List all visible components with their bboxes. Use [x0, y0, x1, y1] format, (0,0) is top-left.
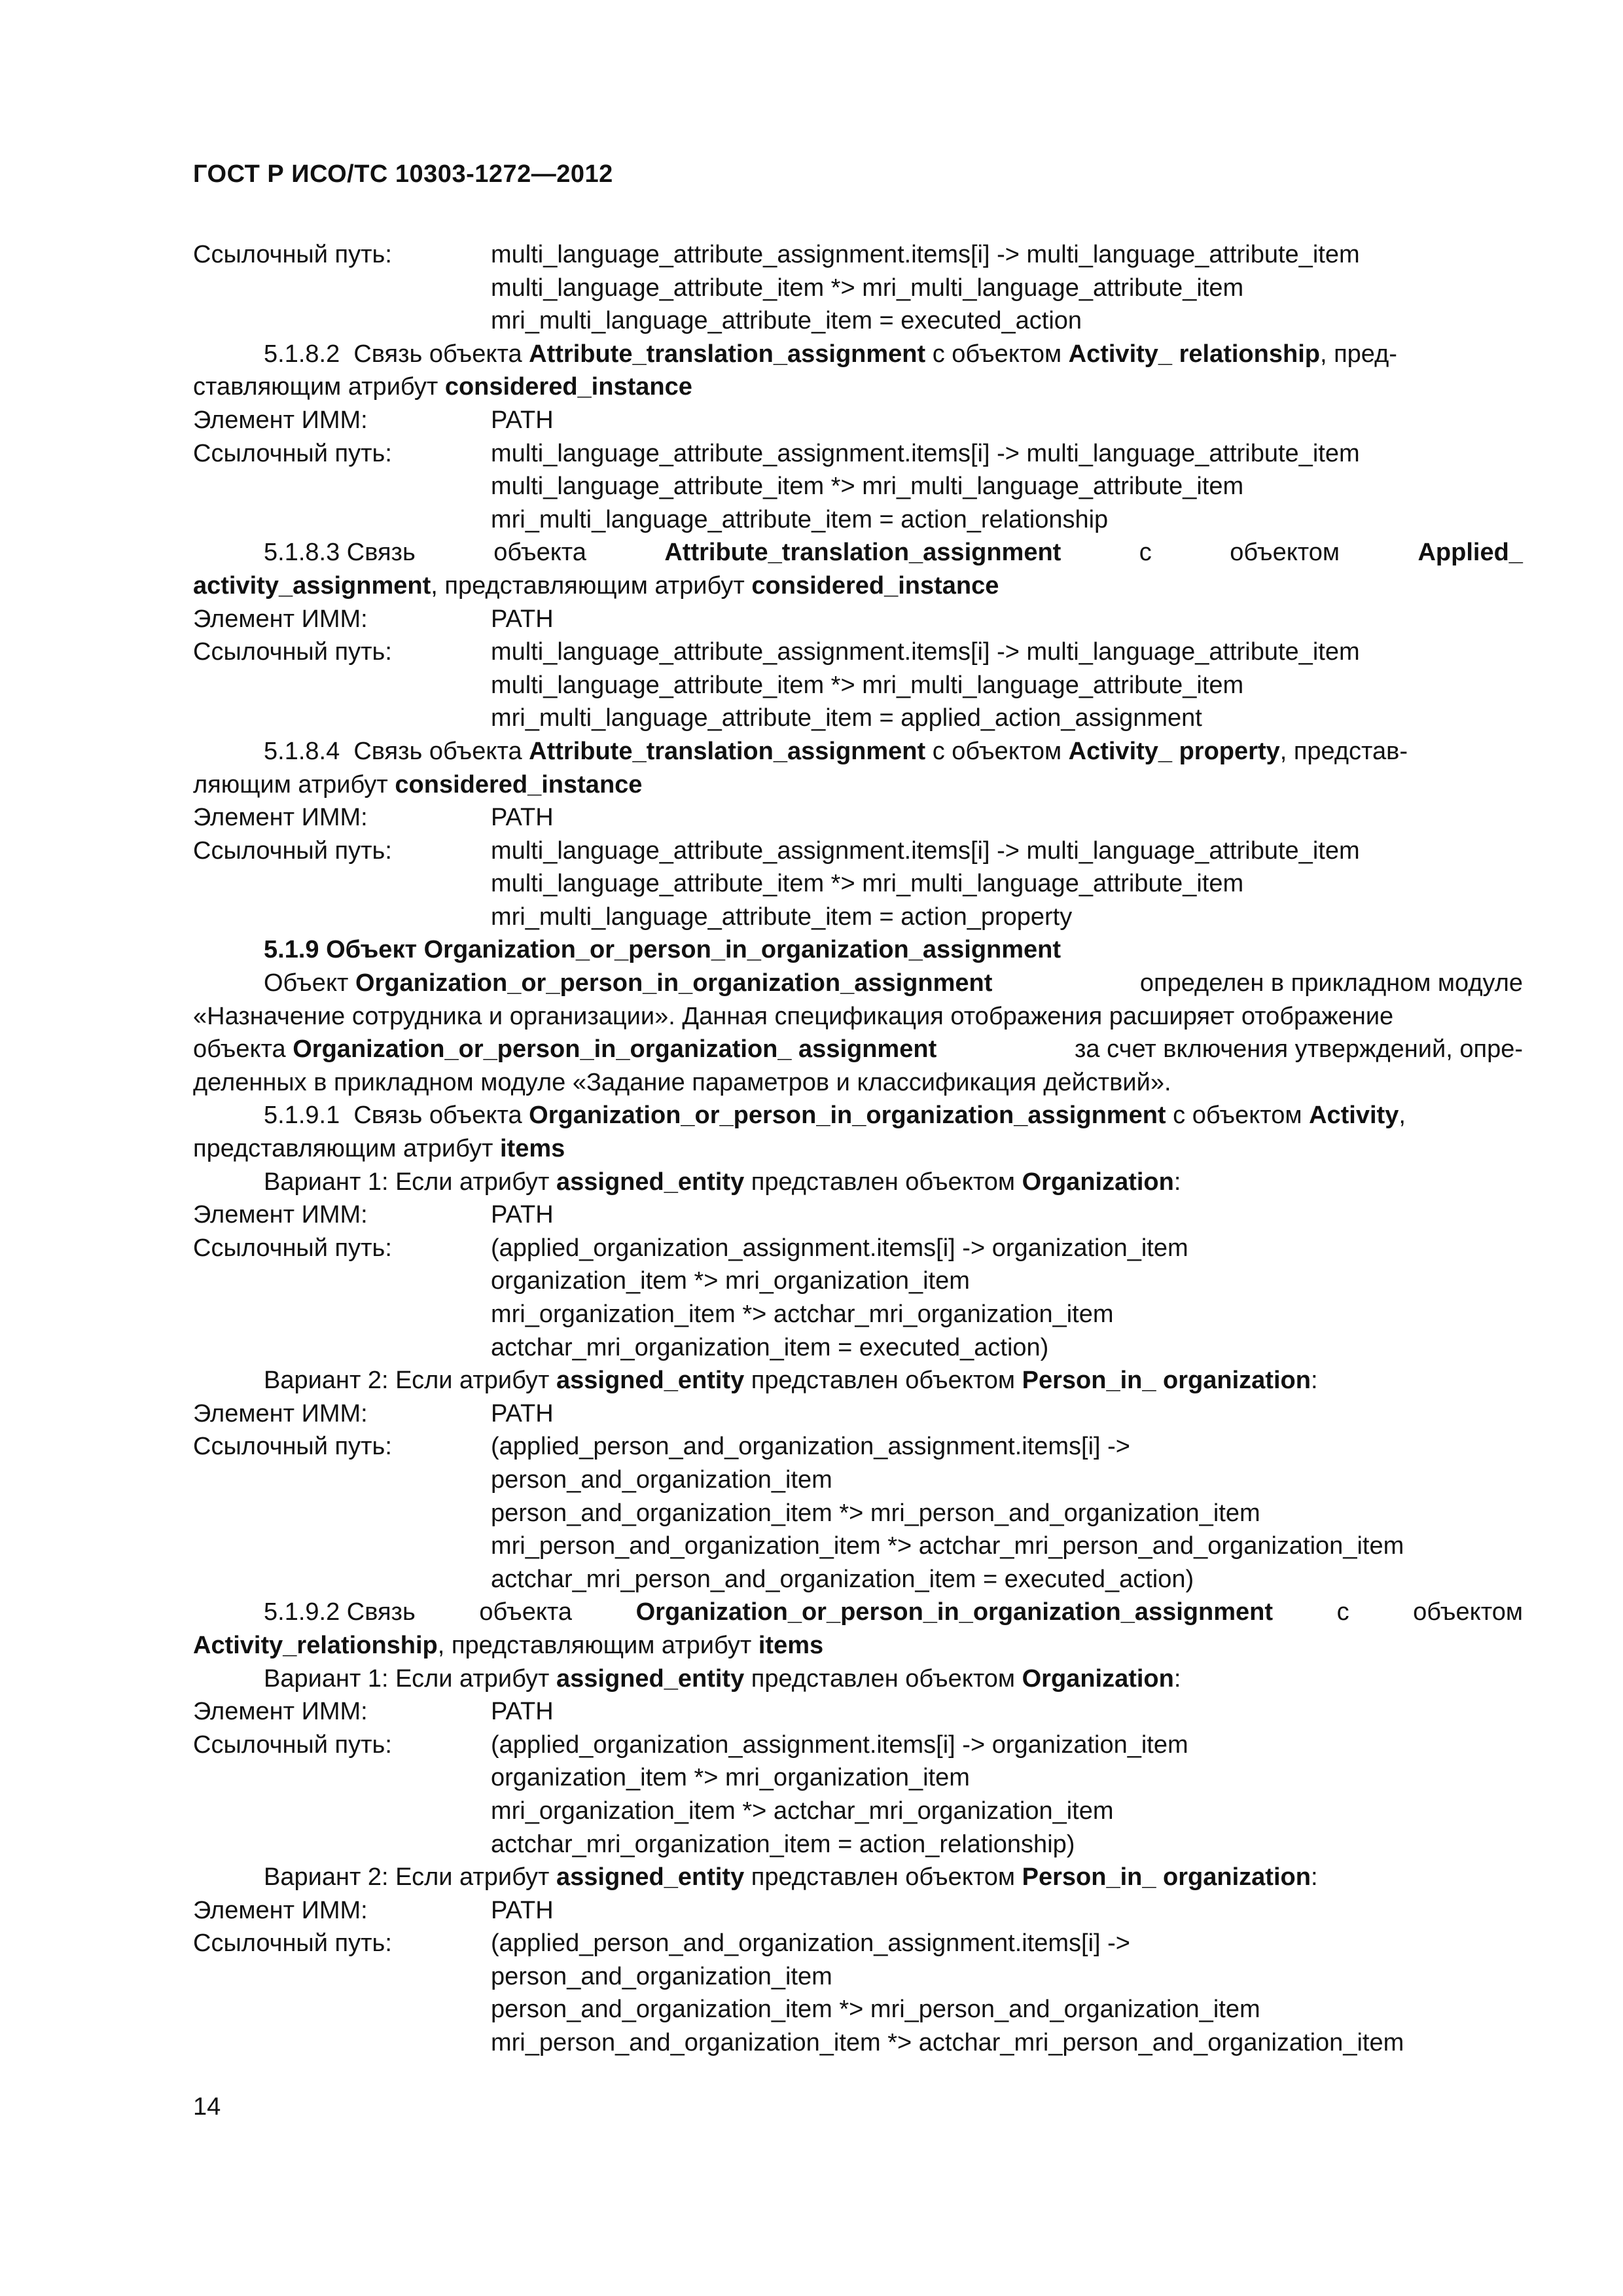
aim-element-label: Элемент ИММ:: [193, 1201, 368, 1229]
path-row: [193, 304, 1523, 338]
path-line: person_and_organization_item *> mri_person_and_organization_item: [491, 1499, 1260, 1527]
ref-path-label: Ссылочный путь:: [193, 836, 392, 865]
path-row: [193, 702, 1523, 735]
path-row: [193, 1530, 1523, 1563]
path-line: multi_language_attribute_item *> mri_multi_language_attribute_item: [491, 274, 1244, 302]
ref-path-row: [193, 437, 1523, 471]
path-line: multi_language_attribute_item *> mri_multi_language_attribute_item: [491, 671, 1244, 699]
paragraph-line: Объект Organization_or_person_in_organization_assignment определен в прикладном модуле: [264, 969, 1523, 997]
aim-element-label: Элемент ИММ:: [193, 605, 368, 633]
ref-path-row: [193, 834, 1523, 868]
aim-element-value: PATH: [491, 1201, 554, 1229]
clause-continuation: activity_assignment, представляющим атрибут considered_instance: [193, 571, 999, 600]
path-line: multi_language_attribute_item *> mri_multi_language_attribute_item: [491, 870, 1244, 898]
variant-1: Вариант 1: Если атрибут assigned_entity представлен объектом Organization:: [264, 1664, 1181, 1693]
paragraph-line: объекта Organization_or_person_in_organization_ assignment за счет включения утверждений, опре-: [193, 1035, 1523, 1064]
ref-path-row: [193, 636, 1523, 669]
path-line: actchar_mri_person_and_organization_item = executed_action): [491, 1565, 1194, 1593]
path-row: [193, 867, 1523, 901]
path-row: [193, 1828, 1523, 1861]
aim-element-label: Элемент ИММ:: [193, 1698, 368, 1726]
paragraph-line: деленных в прикладном модуле «Задание параметров и классификация действий».: [193, 1068, 1171, 1096]
section-heading-5-1-9: 5.1.9 Объект Organization_or_person_in_organization_assignment: [264, 936, 1061, 964]
clause-number: 5.1.8.4: [264, 737, 340, 765]
paragraph-line: «Назначение сотрудника и организации». Данная спецификация отображения расширяет отображение: [193, 1002, 1394, 1030]
aim-element-label: Элемент ИММ:: [193, 1896, 368, 1924]
ref-path-row: [193, 1232, 1523, 1265]
ref-path-row: [193, 1430, 1523, 1463]
path-line: mri_person_and_organization_item *> actchar_mri_person_and_organization_item: [491, 2029, 1404, 2057]
path-line: (applied_organization_assignment.items[i] -> organization_item: [491, 1234, 1188, 1262]
ref-path-label: Ссылочный путь:: [193, 1731, 392, 1759]
aim-element-value: PATH: [491, 1698, 554, 1726]
path-line: person_and_organization_item *> mri_person_and_organization_item: [491, 1996, 1260, 2024]
ref-path-label: Ссылочный путь:: [193, 241, 392, 268]
path-row: [193, 470, 1523, 503]
path-line: (applied_organization_assignment.items[i] -> organization_item: [491, 1731, 1188, 1759]
path-line: multi_language_attribute_assignment.items[i] -> multi_language_attribute_item: [491, 241, 1360, 268]
ref-path-label: Ссылочный путь:: [193, 638, 392, 666]
path-row: [193, 1795, 1523, 1828]
path-row: [193, 1960, 1523, 1994]
path-row: [193, 1993, 1523, 2026]
ref-path-row: [193, 238, 1523, 272]
clause-5-1-8-4: 5.1.8.4 Связь объекта Attribute_translation_assignment с объектом Activity_ property, представ-: [264, 737, 1408, 765]
aim-element-row: [193, 404, 1523, 437]
path-line: person_and_organization_item: [491, 1962, 832, 1990]
path-line: (applied_person_and_organization_assignment.items[i] ->: [491, 1433, 1130, 1461]
path-row: [193, 1497, 1523, 1530]
aim-element-value: PATH: [491, 406, 554, 434]
clause-continuation: Activity_relationship, представляющим атрибут items: [193, 1631, 824, 1659]
page-number: 14: [193, 2093, 221, 2121]
page-content: [193, 238, 1523, 2060]
path-row: [193, 503, 1523, 537]
path-line: organization_item *> mri_organization_item: [491, 1764, 970, 1792]
aim-element-row: [193, 1198, 1523, 1232]
ref-path-row: [193, 1927, 1523, 1960]
path-line: organization_item *> mri_organization_item: [491, 1267, 970, 1295]
clause-continuation: ляющим атрибут considered_instance: [193, 770, 643, 798]
variant-1: Вариант 1: Если атрибут assigned_entity представлен объектом Organization:: [264, 1168, 1181, 1196]
ref-path-label: Ссылочный путь:: [193, 1433, 392, 1461]
aim-element-row: [193, 1894, 1523, 1928]
path-line: multi_language_attribute_assignment.items[i] -> multi_language_attribute_item: [491, 836, 1360, 865]
path-line: multi_language_attribute_assignment.items[i] -> multi_language_attribute_item: [491, 439, 1360, 467]
clause-5-1-9-2: 5.1.9.2 Связь объекта Organization_or_person_in_organization_assignment с объектом: [264, 1598, 1523, 1626]
ref-path-row: [193, 1729, 1523, 1762]
aim-element-row: [193, 801, 1523, 834]
clause-number: 5.1.8.2: [264, 340, 340, 368]
aim-element-value: PATH: [491, 1399, 554, 1427]
path-line: mri_multi_language_attribute_item = executed_action: [491, 307, 1082, 335]
aim-element-label: Элемент ИММ:: [193, 1399, 368, 1427]
path-line: actchar_mri_organization_item = executed_action): [491, 1333, 1049, 1361]
path-line: multi_language_attribute_assignment.items[i] -> multi_language_attribute_item: [491, 638, 1360, 666]
aim-element-row: [193, 1695, 1523, 1729]
clause-continuation: ставляющим атрибут considered_instance: [193, 373, 692, 401]
path-row: [193, 901, 1523, 934]
aim-element-row: [193, 1397, 1523, 1431]
path-line: mri_multi_language_attribute_item = applied_action_assignment: [491, 704, 1202, 732]
clause-number: 5.1.9.1: [264, 1102, 340, 1130]
standard-header: ГОСТ Р ИСО/ТС 10303-1272—2012: [193, 160, 613, 188]
aim-element-label: Элемент ИММ:: [193, 406, 368, 434]
path-line: mri_person_and_organization_item *> actchar_mri_person_and_organization_item: [491, 1532, 1404, 1560]
variant-2: Вариант 2: Если атрибут assigned_entity представлен объектом Person_in_ organization:: [264, 1367, 1318, 1395]
variant-2: Вариант 2: Если атрибут assigned_entity представлен объектом Person_in_ organization:: [264, 1863, 1318, 1892]
ref-path-label: Ссылочный путь:: [193, 1929, 392, 1958]
ref-path-label: Ссылочный путь:: [193, 1234, 392, 1262]
path-row: [193, 272, 1523, 305]
aim-element-row: [193, 603, 1523, 636]
path-line: actchar_mri_organization_item = action_relationship): [491, 1830, 1075, 1858]
path-row: [193, 1298, 1523, 1331]
path-line: mri_multi_language_attribute_item = action_property: [491, 903, 1073, 931]
path-line: mri_organization_item *> actchar_mri_organization_item: [491, 1797, 1114, 1825]
path-line: person_and_organization_item: [491, 1465, 832, 1494]
path-row: [193, 1563, 1523, 1596]
clause-5-1-8-3: 5.1.8.3 Связь объекта Attribute_translation_assignment с объектом Applied_: [264, 539, 1523, 567]
path-line: multi_language_attribute_item *> mri_multi_language_attribute_item: [491, 473, 1244, 501]
path-row: [193, 669, 1523, 702]
path-row: [193, 1265, 1523, 1298]
aim-element-value: PATH: [491, 605, 554, 633]
path-line: mri_organization_item *> actchar_mri_organization_item: [491, 1300, 1114, 1328]
path-row: [193, 2026, 1523, 2060]
path-line: mri_multi_language_attribute_item = action_relationship: [491, 505, 1109, 533]
clause-5-1-9-1: 5.1.9.1 Связь объекта Organization_or_person_in_organization_assignment с объектом Activity,: [264, 1102, 1406, 1130]
path-row: [193, 1761, 1523, 1795]
clause-5-1-8-2: 5.1.8.2 Связь объекта Attribute_translation_assignment с объектом Activity_ relationship, пред-: [264, 340, 1397, 368]
aim-element-value: PATH: [491, 804, 554, 832]
path-row: [193, 1331, 1523, 1365]
aim-element-label: Элемент ИММ:: [193, 804, 368, 832]
path-line: (applied_person_and_organization_assignment.items[i] ->: [491, 1929, 1130, 1958]
path-row: [193, 1463, 1523, 1497]
ref-path-label: Ссылочный путь:: [193, 439, 392, 467]
aim-element-value: PATH: [491, 1896, 554, 1924]
clause-continuation: представляющим атрибут items: [193, 1135, 565, 1163]
